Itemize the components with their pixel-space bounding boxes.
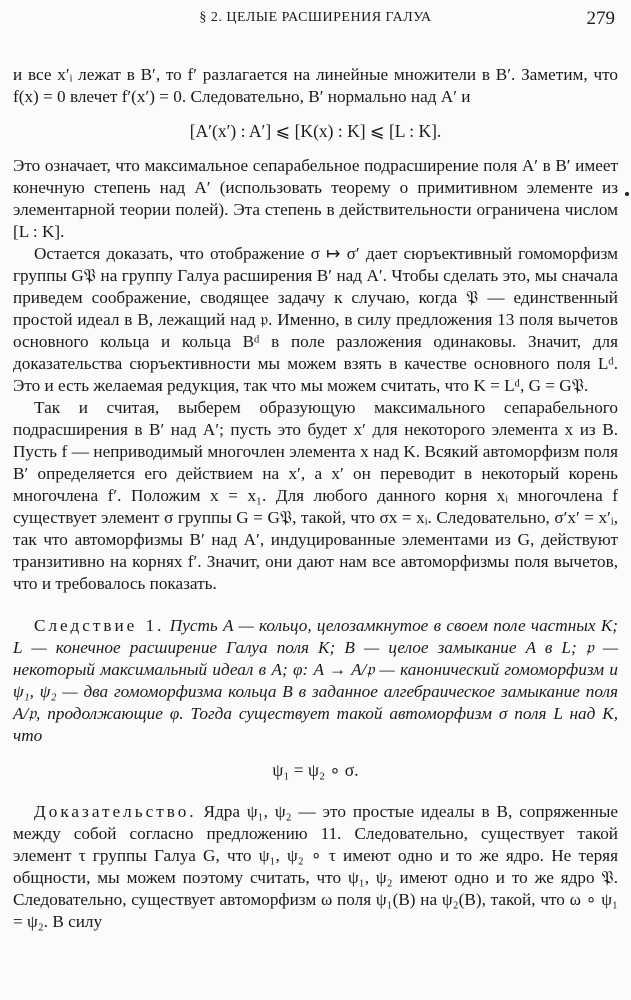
corollary-text: Пусть A — кольцо, целозамкнутое в своем поле частных K; L — конечное расширение Галуа поля K; B — целое замыкание A в L; 𝔭 — некоторый максимальный идеал в A; φ: A → A/𝔭 — канонический гомоморфизм и ψ₁, ψ₂ — два гомоморфизма кольца B в заданное алгебраическое замыкание поля A/𝔭, продолжающие φ. Тогда существует такой автоморфизм σ поля L над K, что [13,616,619,745]
page-number: 279 [586,8,615,29]
margin-dot-mark [625,192,629,196]
corollary-label: Следствие 1. [34,616,165,635]
paragraph-2: Это означает, что максимальное сепарабельное подрасширение поля A′ в B′ имеет конечную степень над A′ (использовать теорему о примитивном элементе из элементарной теории полей). Эта степень в действительности ограничена числом [L : K]. [13,156,618,241]
formula-corollary: ψ₁ = ψ₂ ∘ σ. [272,760,359,780]
paragraph-4: Так и считая, выберем образующую максимального сепарабельного подрасширения в B′ над A′; пусть это будет x′ для некоторого элемента x из B. Пусть f — неприводимый многочлен элемента x над K. Всякий автоморфизм поля B′ определяется его действием на x′, а x′ он переводит в некоторый корень многочлена f′. Положим x = x₁. Для любого данного корня xᵢ многочлена f существует элемент σ группы G = G𝔓, такой, что σx = xᵢ. Следовательно, σ′x′ = x′ᵢ, так что автоморфизмы B′ над A′, индуцированные элементами из G, действуют транзитивно на корнях f′. Значит, они дают нам все автоморфизмы поля вычетов, что и требовалось показать. [13,398,618,593]
paragraph-1: и все x′ᵢ лежат в B′, то f′ разлагается на линейные множители в B′. Заметим, что f(x) = 0 влечет f′(x′) = 0. Следовательно, B′ нормально над A′ и [13,65,618,106]
running-head: § 2. ЦЕЛЫЕ РАСШИРЕНИЯ ГАЛУА [199,10,432,25]
paragraph-3: Остается доказать, что отображение σ ↦ σ′ дает сюръективный гомоморфизм группы G𝔓 на группу Галуа расширения B′ над A′. Чтобы сделать это, мы сначала приведем соображение, сводящее задачу к случаю, когда 𝔓 — единственный простой идеал в B, лежащий над 𝔭. Именно, в силу предложения 13 поля вычетов основного кольца и кольца Bᵈ в поле разложения одинаковы. Значит, для доказательства сюръективности мы можем взять в качестве основного поля Lᵈ. Это и есть желаемая редукция, так что мы можем считать, что K = Lᵈ, G = G𝔓. [13,244,618,395]
proof-text: Ядра ψ₁, ψ₂ — это простые идеалы в B, сопряженные между собой согласно предложению 11. Следовательно, существует такой элемент τ группы Галуа G, что ψ₁, ψ₂ ∘ τ имеют одно и то же ядро. Не теряя общности, мы можем поэтому считать, что ψ₁, ψ₂ имеют одно и то же ядро 𝔓. Следовательно, существует автоморфизм ω поля ψ₁(B) на ψ₂(B), такой, что ω ∘ ψ₁ = ψ₂. В силу [13,802,619,931]
page-body [13,64,618,933]
proof-label: Доказательство. [34,802,197,821]
formula-degree-inequality: [A′(x′) : A′] ⩽ [K(x) : K] ⩽ [L : K]. [189,121,442,141]
corollary-1 [13,615,618,747]
proof [13,801,618,933]
page-header [0,10,631,34]
